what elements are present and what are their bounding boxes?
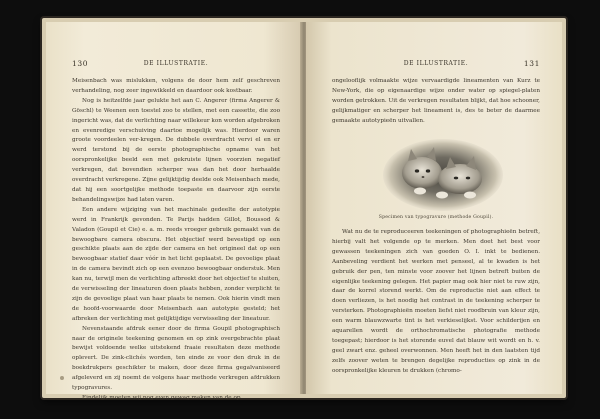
- kittens-vignette-illustration: [380, 135, 506, 213]
- paragraph: Meisenbach was mislukken, volgens de door hem zelf geschreven verhandeling, nog zeer ingewikkeld en daardoor ook kostbaar.: [72, 78, 280, 94]
- paragraph: Nevenstaande afdruk eener door de firma Goupil photographisch naar de originele teekening genomen en op zink overgebrachte plaat bewijst voldoende welke uitstekend fraaie resultaten deze methode oplevert. De zink-clichés worden, ten einde ze voor den druk in de boekdrukpers geschikter te maken, door deze firma gegalvaniseerd afgeleverd en zij noemt de volgens haar methode verkregen afdrukken typogravures.: [72, 325, 280, 392]
- left-running-head: DE ILLUSTRATIE.: [143, 60, 209, 67]
- right-page-bottom-text: [332, 228, 540, 386]
- right-page-top-text: [332, 77, 540, 133]
- open-book: [42, 18, 566, 401]
- left-page-body: [72, 77, 280, 401]
- right-page-header: [332, 60, 540, 72]
- left-page: [46, 22, 302, 401]
- right-running-head: DE ILLUSTRATIE.: [403, 60, 469, 67]
- page-mark: [60, 376, 64, 380]
- paragraph: Een andere wijziging van het machinale gedeelte der autotypie werd in Frankrijk gevonden. Te Parijs hadden Gillot, Boussod & Valadon (Goupil et Cie) e. a. m. reeds vroeger gebruik gemaakt van de bewoogbare camera obscura. Het objectief werd bevestigd op een geschikte plaats aan de zijde der camera en het origineel dat op een bewoogbaar statief daar vóór in het licht geplaatst. De gevoelige plaat in de camera bevindt zich op een evenzoo bewoogbaar onderstuk. Men kan nu, terwijl men de verlichting afbreekt door het objectief te sluiten, de verwisseling der lineaturen doen plaats hebben, zonder verplicht te zijn de gevoelige plaat van haar plaats te nemen. Ook hierin vindt men de hoofd-voorwaarde door Meisenbach aan autotypie gesteld; het afbreken der verlichting met gelijktijdige verwisseling der lineatuur.: [72, 206, 280, 322]
- left-page-header: [72, 60, 280, 72]
- paragraph: Wat nu de te reproduceeren teekeningen of photographieën betreft, hierbij valt het volgende op te merken. Men doet het best voor gewassen teekeningen zich van goeden O. I. inkt te bedienen. Aanbeveling verdient het werken met penseel, al te kwaden is het gebruik der pen, ten minste voor zoover het lijnen betreft buiten de eigenlijke teekening gelegen. Het papier mag ook hier niet te ruw zijn, daar de korrel storend werkt. Om de reproductie niet aan effect te doen verliezen, is het noodig het contrast in de teekening scherper te versterken. Photographieën moeten liefst niet roodbruin van kleur zijn, een warm blauwzwarte tint is het verkieselijkst. Voor schilderijen en aquarellen wordt de orthochromatische photografie methode toegepast; hierdoor is het storende euvel dat blauw wit wordt en h. v. geel zwart enz. geheel overwonnen. Men heeft het in den laatsten tijd zelfs zoover weten te brengen degelijke reproducties op zink in de oorspronkelijke kleuren te drukken (chromo-: [332, 229, 540, 374]
- right-page-number: 131: [523, 59, 540, 68]
- paragraph: ongelooflijk volmaakte wijze vervaardigde lineamenten van Kurz te New-York, die op eigenaardige wijze onder water op spiegel-platen worden getrokken. Uit de verkregen resultaten blijkt, dat hoe schooner, gelijkmatiger en scherper het lineament is, des te beter de daarmee gemaakte autotypieën uitvallen.: [332, 78, 540, 124]
- paragraph: Nog is heitzelfde jaar gelukte het aan C. Angerer (firma Angerer & Göschl) te Weenen een toestel zoo te stellen, met een cassette, die zoo ingericht was, dat de verlichting naar willekeur kon worden afgebroken en evenredige verschuiving daartoe mogelijk was. Hierdoor waren groote voordeelen ver-kregen. De dubbele overdracht vervi el en er werd terstond bij de eerste photographische opname van het oorspronkelijke beeld een met gekruiste lijnen voorzien negatief verkregen, dat bovendien scherper was dan het door herhaalde overdracht verkregene. Zijne gelijktijdig deelde ook Meisenbach mede, dat hij een soortgelijke methode toepaste en daarvoor zijn eerste behandelingswijze had laten varen.: [72, 97, 280, 203]
- left-page-number: 130: [72, 59, 89, 68]
- right-page: [306, 22, 562, 394]
- illustration-caption: Specimen van typogravure (methode Goupil).: [378, 215, 494, 220]
- paragraph: Eindelijk moeten wij nog even gewag maken van de op: [82, 395, 241, 401]
